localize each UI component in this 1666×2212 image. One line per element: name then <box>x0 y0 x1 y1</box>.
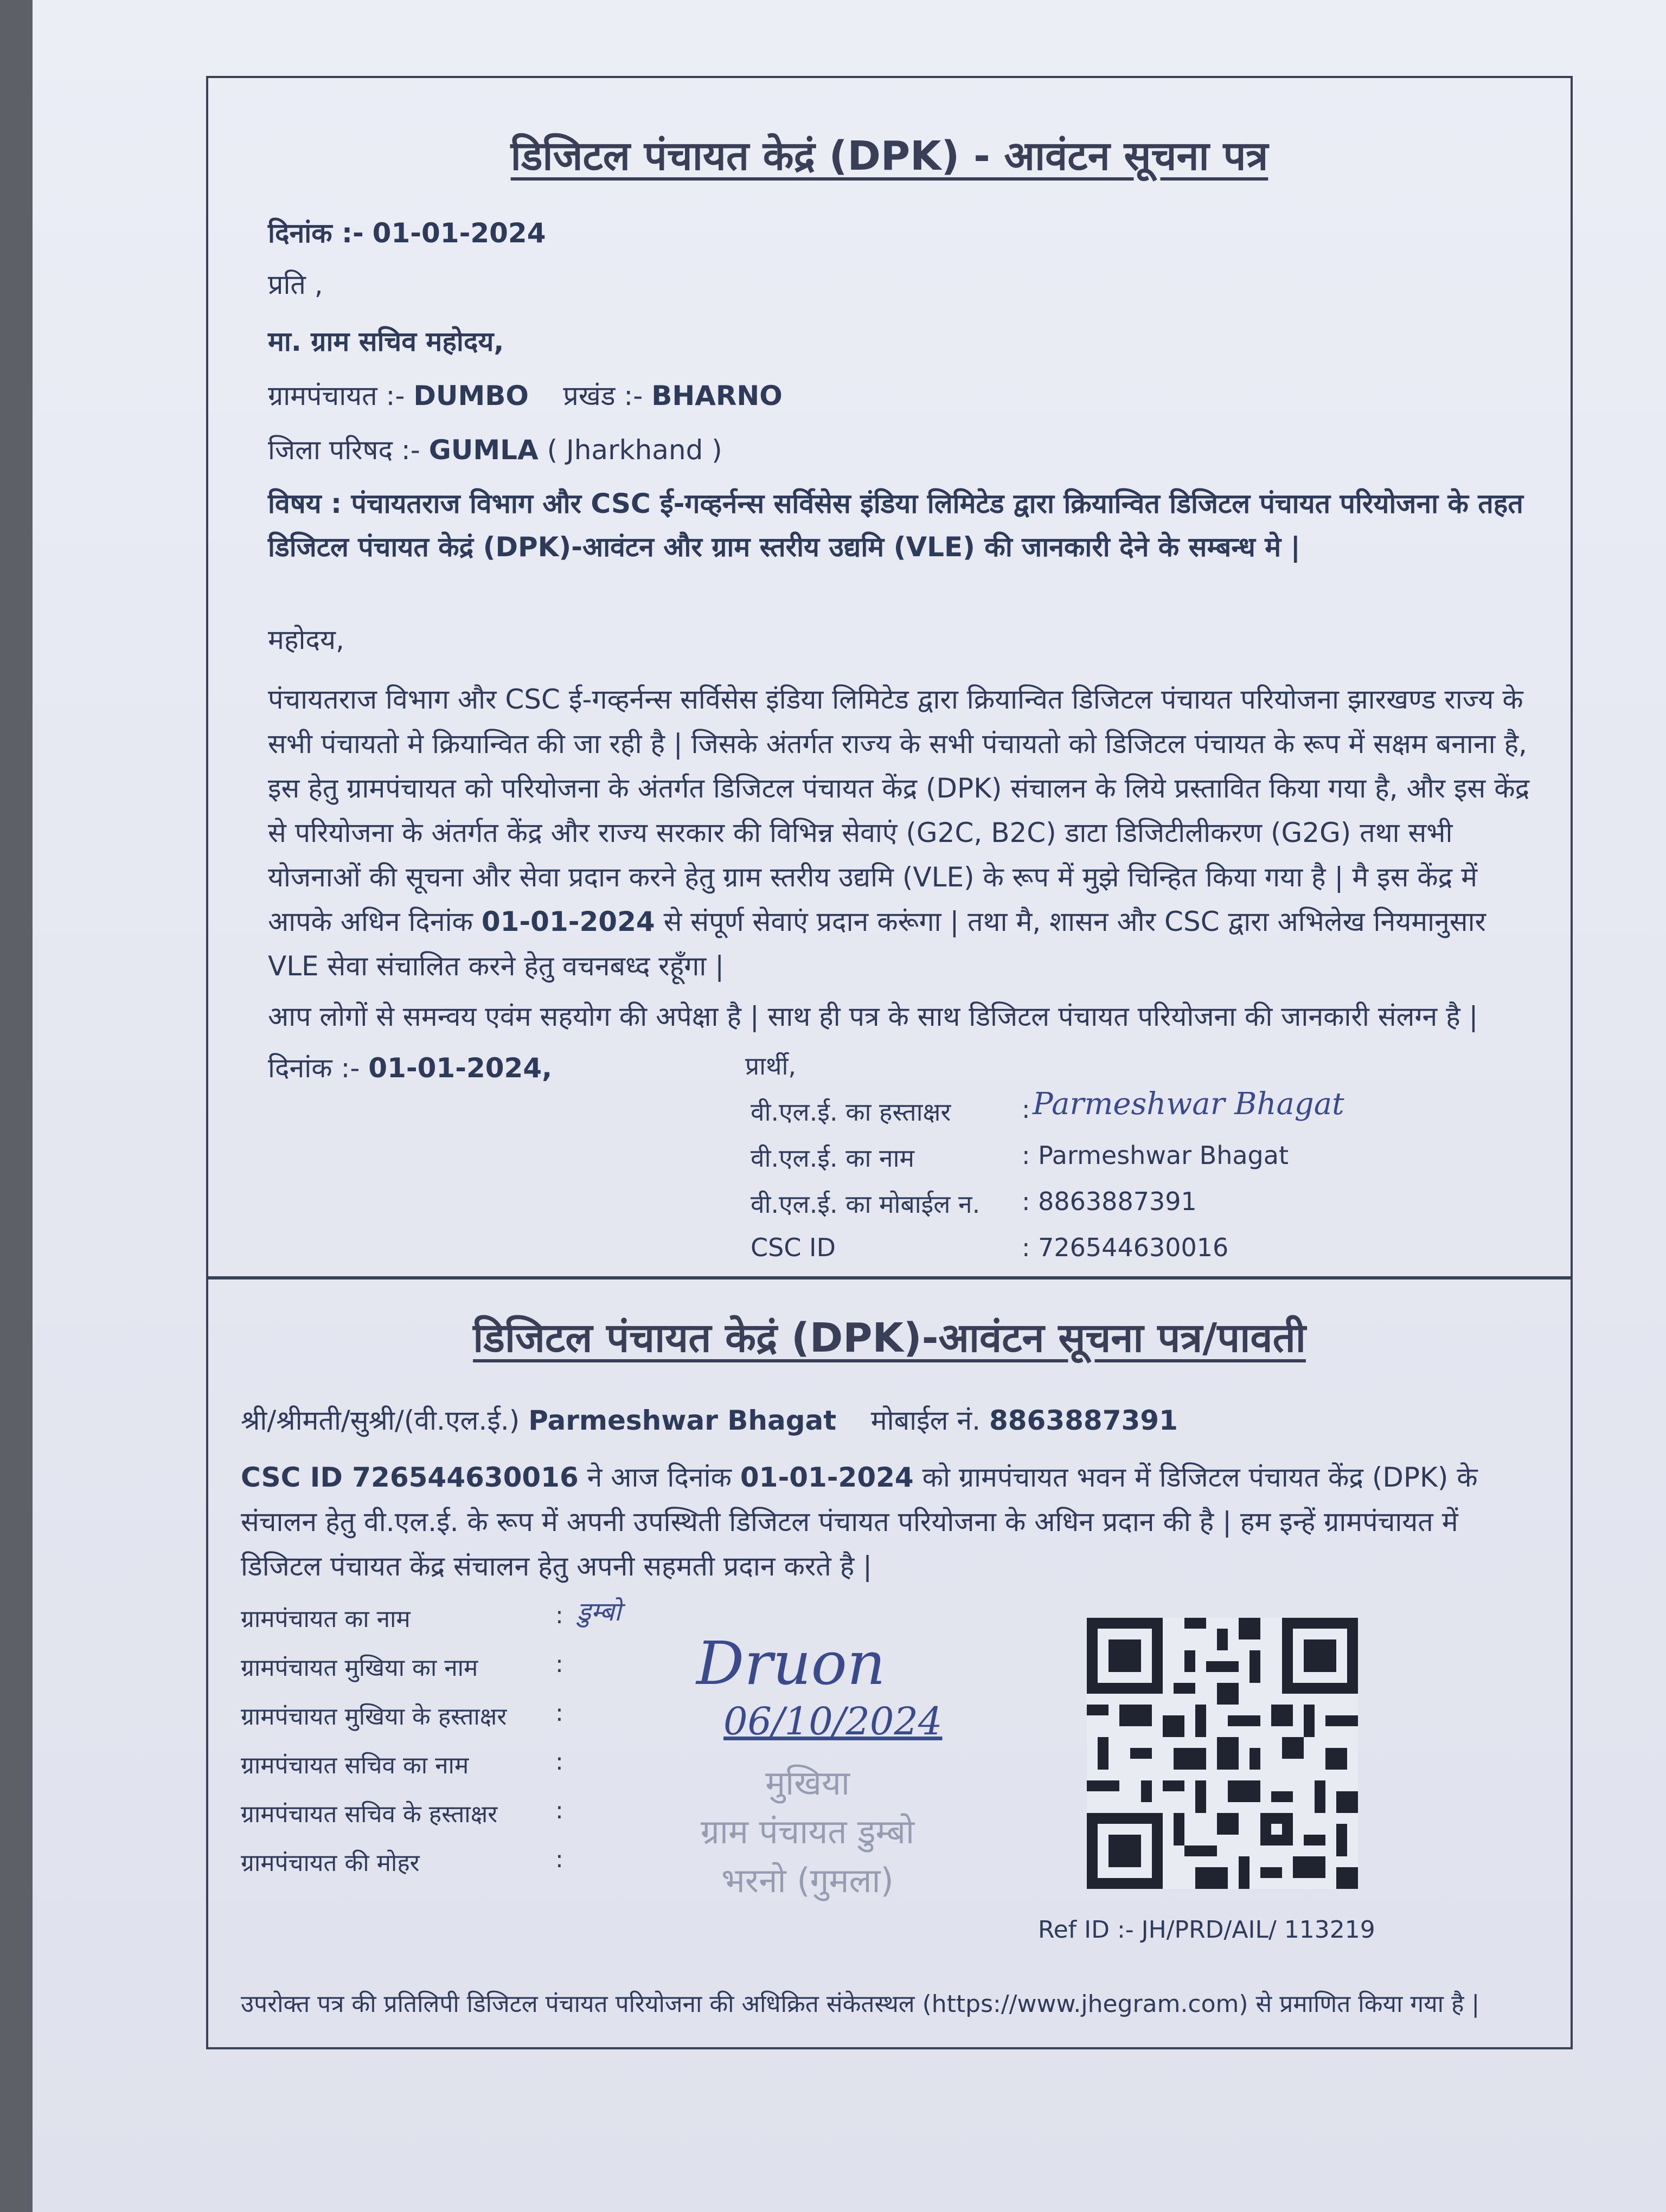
reference-id: Ref ID :- JH/PRD/AIL/ 113219 <box>1038 1916 1375 1944</box>
panchayat-stamp <box>631 1759 984 1905</box>
field-colon: : <box>555 1797 563 1824</box>
district-line: जिला परिषद :- GUMLA ( Jharkhand ) <box>268 434 722 466</box>
field-colon: : <box>555 1602 563 1629</box>
stamp-line: भरनो (गुमला) <box>721 1861 894 1900</box>
subject: विषय : पंचायतराज विभाग और CSC ई-गव्हर्नन्स सर्विसेस इंडिया लिमिटेड द्वारा क्रियान्वित डिजिटल पंचायत परियोजना के तहत डिजिटल पंचायत केद्रं (DPK)-आवंटन और ग्राम स्तरीय उद्यमि (VLE) की जानकारी देने के सम्बन्ध मे | <box>268 488 1523 563</box>
vle-mobile-value: : 8863887391 <box>1022 1187 1197 1216</box>
receipt-title: डिजिटल पंचायत केद्रं (DPK)-आवंटन सूचना पत्र/पावती <box>473 1315 1306 1361</box>
letter-title: डिजिटल पंचायत केद्रं (DPK) - आवंटन सूचना पत्र <box>510 133 1268 179</box>
vle-name-value: : Parmeshwar Bhagat <box>1022 1141 1289 1170</box>
field-mukhiya-name: ग्रामपंचायत मुखिया का नाम <box>241 1654 478 1682</box>
vle-sign-label: वी.एल.ई. का हस्ताक्षर <box>751 1097 951 1127</box>
letter-frame <box>206 76 1573 2049</box>
field-colon: : <box>555 1846 563 1873</box>
vle-sign-colon: : <box>1022 1095 1030 1124</box>
field-secretary-signature: ग्रामपंचायत सचिव के हस्ताक्षर <box>241 1801 498 1828</box>
handwritten-signature: Druon <box>696 1629 886 1698</box>
receipt-name-line: श्री/श्रीमती/सुश्री/(वी.एल.ई.) Parmeshwar Bhagat मोबाईल नं. 8863887391 <box>241 1405 1178 1436</box>
handwritten-date: 06/10/2024 <box>723 1699 943 1744</box>
to-line: प्रति , <box>268 269 323 300</box>
field-colon: : <box>555 1748 563 1776</box>
stamp-line: ग्राम पंचायत डुम्बो <box>700 1812 915 1851</box>
date-line: दिनांक :- 01-01-2024 <box>268 217 546 249</box>
salutation: महोदय, <box>268 624 344 655</box>
closing-date: दिनांक :- 01-01-2024, <box>268 1052 553 1084</box>
csc-id-value: : 726544630016 <box>1022 1233 1229 1262</box>
stamp-line: मुखिया <box>765 1763 850 1803</box>
footer-note: उपरोक्त पत्र की प्रतिलिपी डिजिटल पंचायत परियोजना की अधिक्रित संकेतस्थल (https://www.jhegram.com) से प्रमाणित किया गया है | <box>241 1990 1480 2018</box>
panchayat-line: ग्रामपंचायत :- DUMBO प्रखंड :- BHARNO <box>268 380 783 411</box>
applicant-label: प्रार्थी, <box>745 1051 797 1081</box>
field-panchayat-name: ग्रामपंचायत का नाम <box>241 1605 411 1633</box>
request-paragraph: आप लोगों से समन्वय एवंम सहयोग की अपेक्षा है | साथ ही पत्र के साथ डिजिटल पंचायत परियोजना की जानकारी संलग्न है | <box>268 1001 1478 1032</box>
handwritten-panchayat: डुम्बो <box>577 1597 621 1627</box>
paper-sheet <box>33 0 1666 2212</box>
vle-mobile-label: वी.एल.ई. का मोबाईल न. <box>751 1189 981 1219</box>
vle-name-label: वी.एल.ई. का नाम <box>751 1143 915 1173</box>
field-colon: : <box>555 1650 563 1678</box>
field-mukhiya-signature: ग्रामपंचायत मुखिया के हस्ताक्षर <box>241 1703 507 1731</box>
section-divider <box>208 1276 1571 1279</box>
field-panchayat-seal: ग्रामपंचायत की मोहर <box>241 1849 420 1877</box>
qr-code-icon <box>1087 1618 1358 1889</box>
addressee: मा. ग्राम सचिव महोदय, <box>268 326 504 357</box>
csc-id-label: CSC ID <box>751 1233 836 1262</box>
field-secretary-name: ग्रामपंचायत सचिव का नाम <box>241 1752 469 1779</box>
body-paragraph: पंचायतराज विभाग और CSC ई-गव्हर्नन्स सर्विसेस इंडिया लिमिटेड द्वारा क्रियान्वित डिजिटल पंचायत परियोजना झारखण्ड राज्य के सभी पंचायतो मे क्रियान्वित की जा रही है | जिसके अंतर्गत राज्य के सभी पंचायतो को डिजिटल पंचायत के रूप में सक्षम बनाना है, इस हेतु ग्रामपंचायत को परियोजना के अंतर्गत डिजिटल पंचायत केंद्र (DPK) संचालन के लिये प्रस्तावित किया गया है, और इस केंद्र से परियोजना के अंतर्गत केंद्र और राज्य सरकार की विभिन्न सेवाएं (G2C, B2C) डाटा डिजिटीलीकरण (G2G) तथा सभी योजनाओं की सूचना और सेवा प्रदान करने हेतु ग्राम स्तरीय उद्यमि (VLE) के रूप में मुझे चिन्हित किया गया है | मै इस केंद्र में आपके अधिन दिनांक 01-01-2024 से संपूर्ण सेवाएं प्रदान करूंगा | तथा मै, शासन और CSC द्वारा अभिलेख नियमानुसार VLE सेवा संचालित करने हेतु वचनबध्द रहूँगा | <box>268 684 1530 982</box>
field-colon: : <box>555 1699 563 1727</box>
receipt-paragraph: CSC ID 726544630016 ने आज दिनांक 01-01-2024 को ग्रामपंचायत भवन में डिजिटल पंचायत केंद्र (DPK) के संचालन हेतु वी.एल.ई. के रूप में अपनी उपस्थिती डिजिटल पंचायत परियोजना के अधिन प्रदान की है | हम इन्हें ग्रामपंचायत में डिजिटल पंचायत केंद्र संचालन हेतु अपनी सहमती प्रदान करते है | <box>241 1462 1478 1582</box>
vle-signature: Parmeshwar Bhagat <box>1033 1086 1344 1122</box>
